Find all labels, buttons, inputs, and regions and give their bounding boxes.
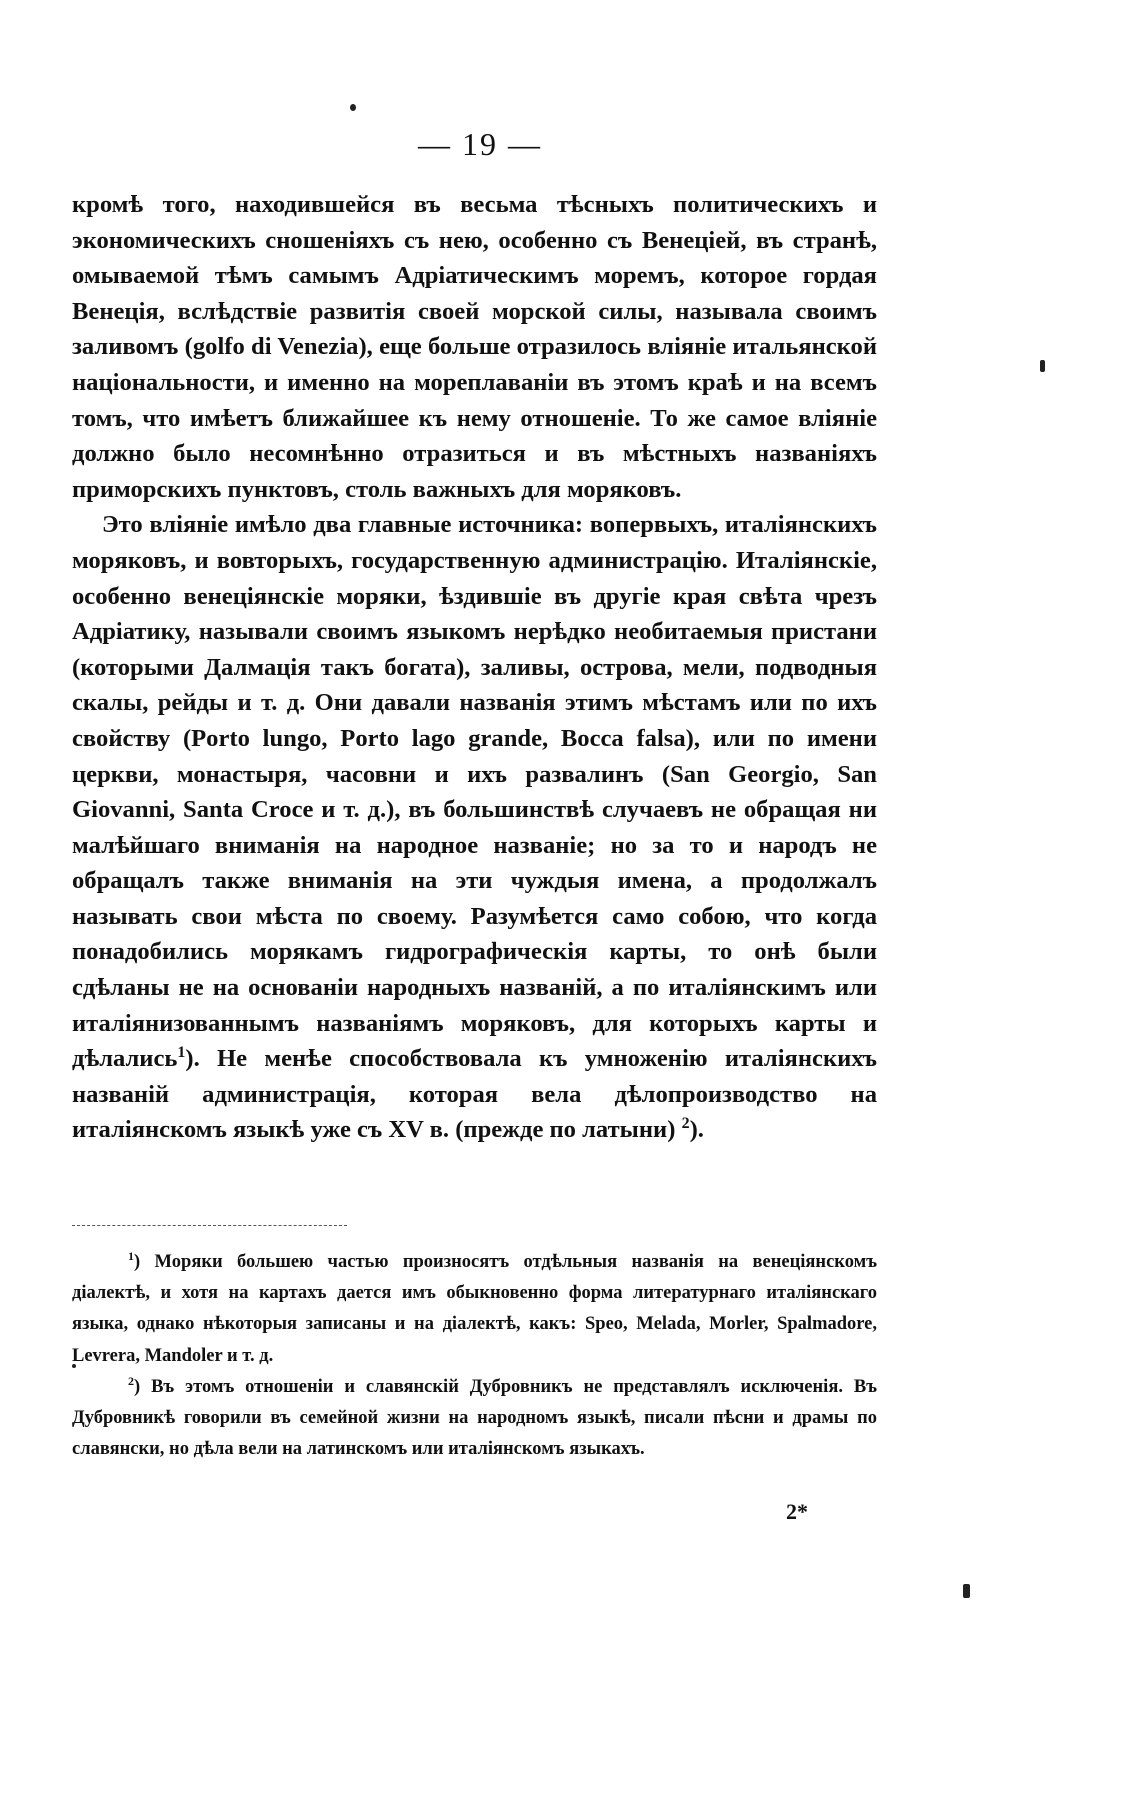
signature-mark: 2* xyxy=(786,1499,808,1524)
footnote-text: ) Моряки большею частью произносятъ отдѣльныя названія на венеціянскомъ діалектѣ, и хотя на картахъ дается имъ обыкновенно форма литературнаго италіянскаго языка, однако нѣкоторыя записаны и на діалектѣ, какъ: Spеo, Melada, Morler, Spalmadore, Levrera, Mandoler и т. д. xyxy=(72,1252,877,1366)
footnotes xyxy=(72,1247,877,1465)
main-text xyxy=(72,187,877,1148)
footnote-mark: 1 xyxy=(128,1248,135,1263)
footnote-ref: 1 xyxy=(177,1044,186,1062)
paragraph: кромѣ того, находившейся въ весьма тѣсныхъ политическихъ и экономическихъ сношеніяхъ съ нею, особенно съ Венеціей, въ странѣ, омываемой тѣмъ самымъ Адріатическимъ моремъ, которое гордая Венеція, вслѣдствіе развитія своей морской силы, называла своимъ заливомъ (golfo di Venezia), еще больше отразилось вліяніе итальянской національности, и именно на мореплаваніи въ этомъ краѣ и на всемъ томъ, что имѣетъ ближайшее къ нему отношеніе. То же самое вліяніе должно было несомнѣнно отразиться и въ мѣстныхъ названіяхъ приморскихъ пунктовъ, столь важныхъ для моряковъ. xyxy=(72,191,877,503)
print-speck xyxy=(350,104,356,111)
footnote-text: ) Въ этомъ отношеніи и славянскій Дубровникъ не представлялъ исключенія. Въ Дубровникѣ говорили въ семейной жизни на народномъ языкѣ, писали пѣсни и драмы по славянски, но дѣла вели на латинскомъ или италіянскомъ языкахъ. xyxy=(72,1376,877,1460)
page-number: — 19 — xyxy=(418,126,542,162)
footnote-divider xyxy=(72,1225,347,1226)
paragraph-text: ). xyxy=(689,1116,704,1144)
print-speck xyxy=(963,1584,970,1598)
footnote xyxy=(72,1372,877,1466)
print-speck xyxy=(1040,360,1045,372)
footnote xyxy=(72,1247,877,1372)
footnote-mark: 2 xyxy=(128,1373,135,1388)
paragraph xyxy=(72,507,877,1148)
paragraph-text: ). Не менѣе способствовала къ умноженію италіянскихъ названій администрація, которая вела дѣлопроизводство на италіянскомъ языкѣ уже съ XV в. (прежде по латыни) xyxy=(72,1045,877,1144)
footnote-ref: 2 xyxy=(681,1115,690,1133)
paragraph-text: Это вліяніе имѣло два главные источника: вопервыхъ, италіянскихъ моряковъ, и вовторыхъ, государственную администрацію. Италіянскіе, особенно венеціянскіе моряки, ѣздившіе въ другіе края свѣта чрезъ Адріатику, называли своимъ языкомъ нерѣдко необитаемыя пристани (которыми Далмація такъ богата), заливы, острова, мели, подводныя скалы, рейды и т. д. Они давали названія этимъ мѣстамъ или по ихъ свойству (Porto lungo, Porto lago grande, Bocca falsa), или по имени церкви, монастыря, часовни и ихъ развалинъ (San Georgio, San Giovanni, Santa Croce и т. д.), въ большинствѣ случаевъ не обращая ни малѣйшаго вниманія на народное названіе; но за то и народъ не обращалъ также вниманія на эти чуждыя имена, а продолжалъ называть свои мѣста по своему. Разумѣется само собою, что когда понадобились морякамъ гидрографическія карты, то онѣ были сдѣланы не на основаніи народныхъ названій, а по италіянскимъ или италіянизованнымъ названіямъ моряковъ, для которыхъ карты и дѣлались xyxy=(72,511,877,1073)
